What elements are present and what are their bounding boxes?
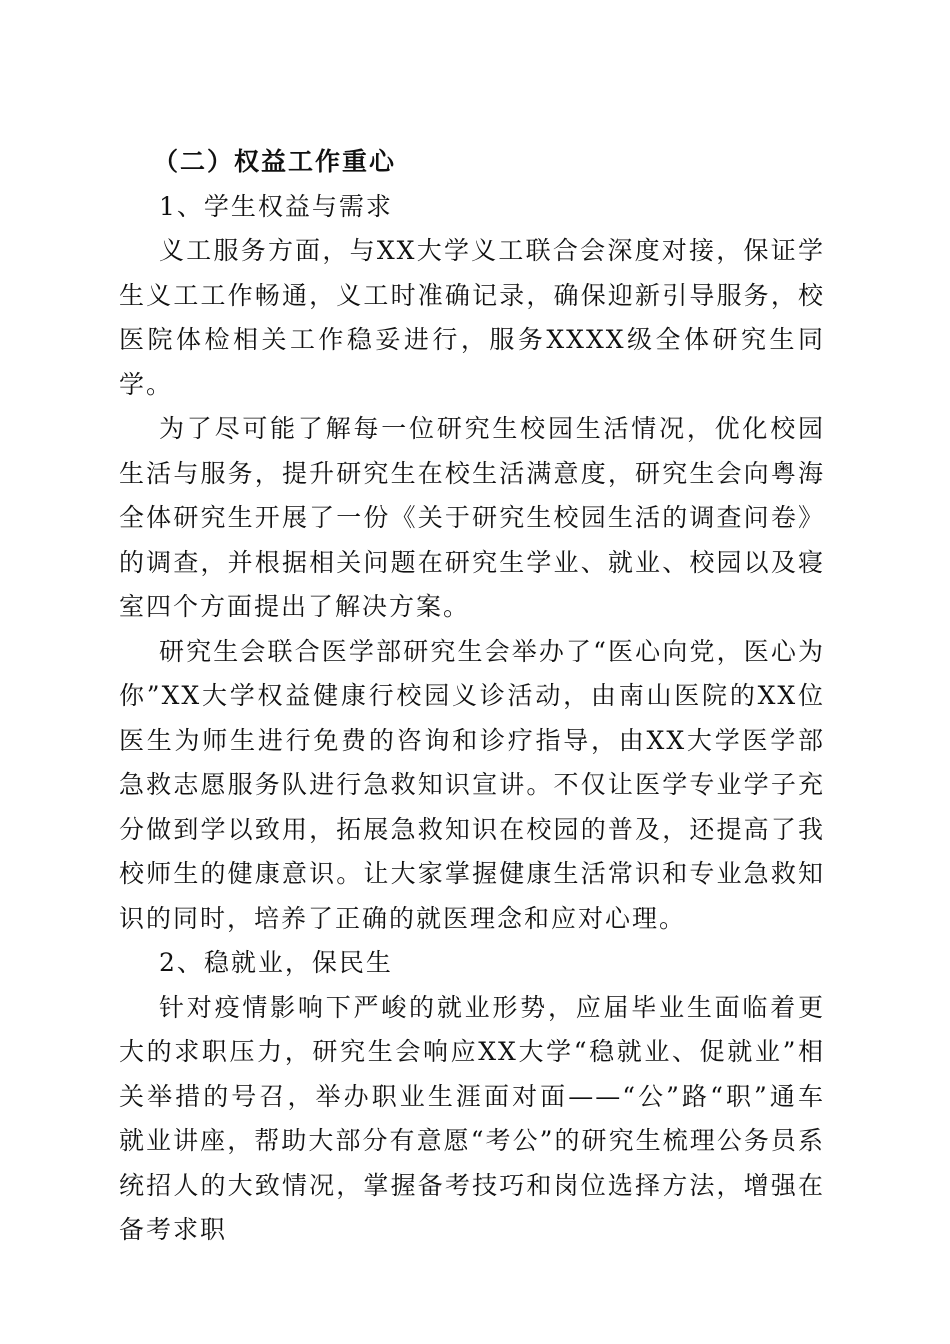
subsection-title-rights: 1、学生权益与需求 [159, 191, 393, 221]
paragraph-campus-survey: 为了尽可能了解每一位研究生校园生活情况，优化校园生活与服务，提升研究生在校生活满意度，研究生会向粤海全体研究生开展了一份《关于研究生校园生活的调查问卷》的调查，并根据相关问题在研究生学业、就业、校园以及寝室四个方面提出了解决方案。 [119, 414, 825, 621]
section-heading: （二）权益工作重心 [153, 147, 397, 176]
paragraph-volunteer-service: 义工服务方面，与XX大学义工联合会深度对接，保证学生义工工作畅通，义工时准确记录，确保迎新引导服务，校医院体检相关工作稳妥进行，服务XXXX级全体研究生同学。 [119, 236, 825, 399]
paragraph-health-clinic: 研究生会联合医学部研究生会举办了“医心向党，医心为你”XX大学权益健康行校园义诊活动，由南山医院的XX位医生为师生进行免费的咨询和诊疗指导，由XX大学医学部急救志愿服务队进行急救知识宣讲。不仅让医学专业学子充分做到学以致用，拓展急救知识在校园的普及，还提高了我校师生的健康意识。让大家掌握健康生活常识和专业急救知识的同时，培养了正确的就医理念和应对心理。 [119, 636, 825, 933]
subsection-title-employment: 2、稳就业，保民生 [159, 948, 393, 977]
paragraph-employment-lecture: 针对疫情影响下严峻的就业形势，应届毕业生面临着更大的求职压力，研究生会响应XX大学“稳就业、促就业”相关举措的号召，举办职业生涯面对面——“公”路“职”通车就业讲座，帮助大部分有意愿“考公”的研究生梳理公务员系统招人的大致情况，掌握备考技巧和岗位选择方法，增强在备考求职 [119, 992, 825, 1244]
document-body [119, 140, 825, 1253]
